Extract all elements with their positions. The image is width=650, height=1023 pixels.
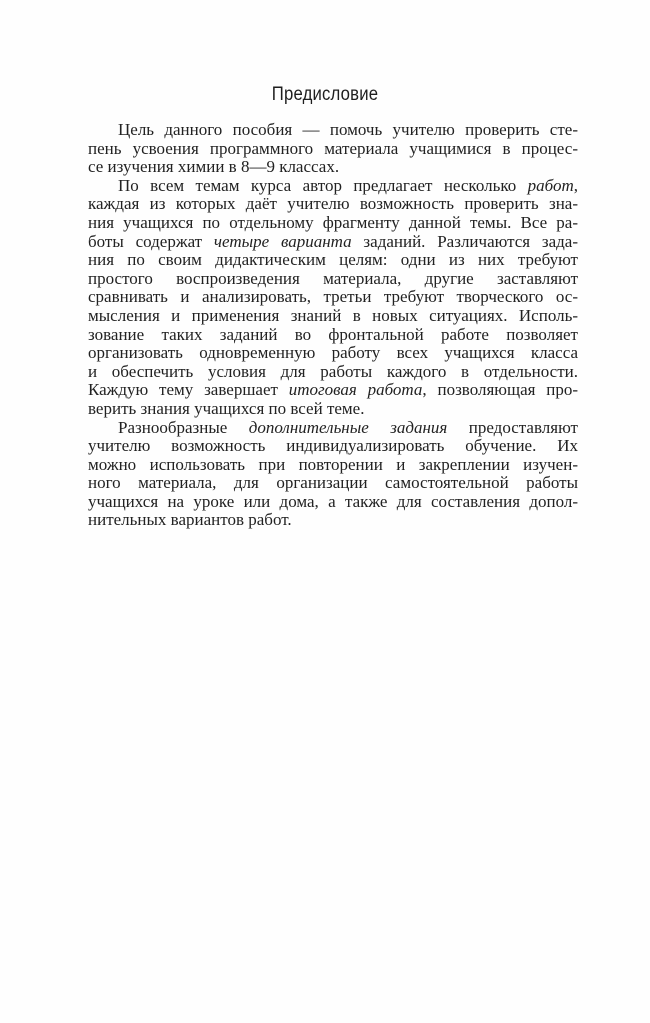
text-run: можно использовать при повторении и закреплении изучен- [88,454,578,474]
body-text [88,121,578,530]
text-run: , позволяющая про- [422,380,578,400]
emphasized-term: работ [527,175,574,195]
text-run: боты содержат [88,231,214,251]
text-run: ного материала, для организации самостоятельной работы [88,473,578,493]
text-line [88,344,578,363]
emphasized-term: дополнительные задания [248,417,448,437]
text-run: Цель данного пособия — помочь учителю проверить сте- [118,120,578,139]
text-run: нительных вариантов работ. [88,510,292,530]
text-run: каждая из которых даёт учителю возможность проверить зна- [88,194,578,214]
text-line [88,158,578,177]
text-line [88,419,578,438]
text-line [88,363,578,382]
text-run: пень усвоения программного материала учащимися в процес- [88,138,578,158]
emphasized-term: итоговая работа [288,380,423,400]
page-title: Предисловие [271,84,379,105]
text-run: ния учащихся по отдельному фрагменту данной темы. Все ра- [88,212,578,232]
text-line [88,456,578,475]
text-run: заданий. Различаются зада- [351,231,579,251]
text-run: учащихся на уроке или дома, а также для составления допол- [88,491,578,511]
text-run: мысления и применения знаний в новых ситуациях. Исполь- [88,305,578,325]
text-line [88,121,578,140]
text-run: организовать одновременную работу всех учащихся класса [88,343,578,363]
text-line [88,326,578,345]
text-line [88,270,578,289]
text-line [88,493,578,512]
text-run: предоставляют [447,417,578,437]
text-run: , [573,175,578,195]
emphasized-term: четыре варианта [213,231,352,251]
text-line [88,140,578,159]
text-run: ния по своим дидактическим целям: одни из них требуют [88,250,578,270]
text-run: верить знания учащихся по всей теме. [88,398,365,418]
text-line [88,288,578,307]
text-line [88,511,578,530]
text-line [88,381,578,400]
text-run: и обеспечить условия для работы каждого в отдельности. [88,361,578,381]
paragraph-1 [88,121,578,177]
text-run: учителю возможность индивидуализировать обучение. Их [88,436,578,456]
text-line [88,437,578,456]
text-run: се изучения химии в 8—9 классах. [88,157,340,177]
text-run: По всем темам курса автор предлагает несколько [118,175,528,195]
paragraph-2 [88,177,578,419]
text-run: зование таких заданий во фронтальной работе позволяет [88,324,578,344]
text-run: Каждую тему завершает [88,380,289,400]
text-run: Разнообразные [118,417,249,437]
text-line [88,474,578,493]
text-line [88,251,578,270]
text-line [88,233,578,252]
text-line [88,195,578,214]
text-run: простого воспроизведения материала, другие заставляют [88,268,578,288]
text-line [88,214,578,233]
text-line [88,307,578,326]
text-run: сравнивать и анализировать, третьи требуют творческого ос- [88,287,578,307]
text-line [88,400,578,419]
paragraph-3 [88,419,578,531]
text-line [88,177,578,196]
